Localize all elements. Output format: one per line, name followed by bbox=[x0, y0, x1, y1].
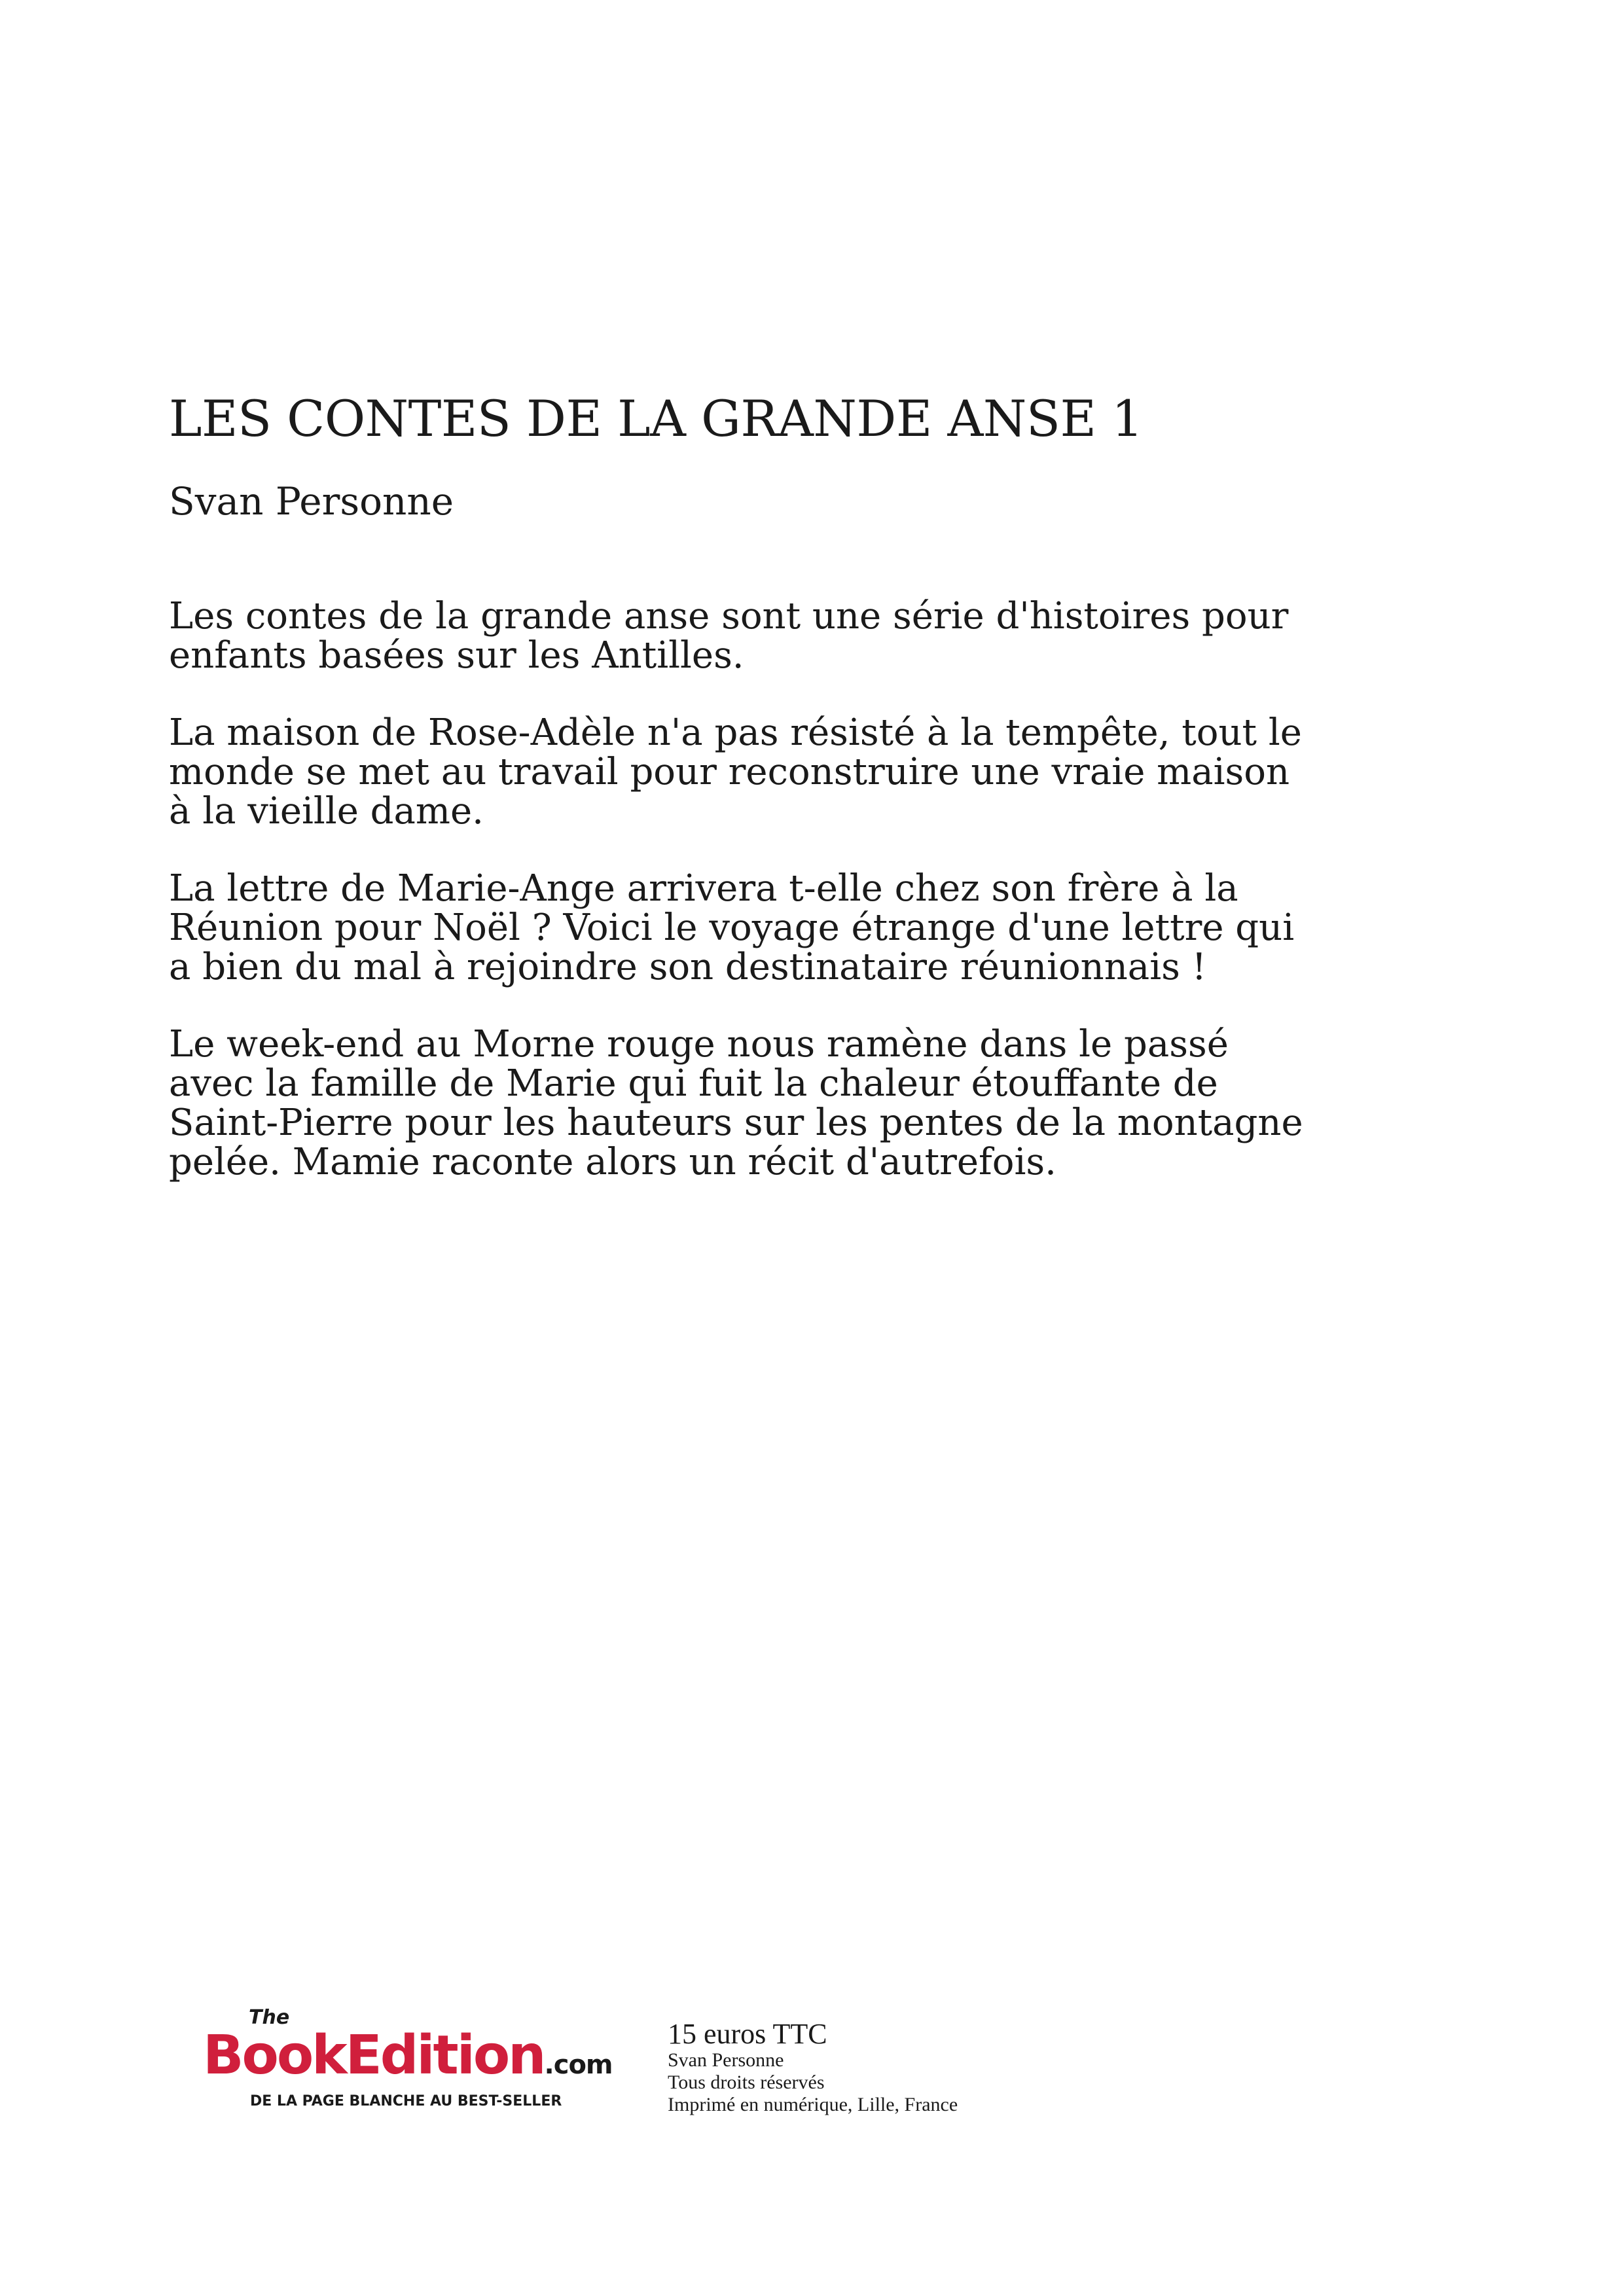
logo-the: The bbox=[249, 2006, 290, 2029]
thebookedition-logo bbox=[203, 2006, 613, 2124]
logo-tagline: DE LA PAGE BLANCHE AU BEST-SELLER bbox=[250, 2093, 562, 2109]
book-author: Svan Personne bbox=[169, 479, 454, 524]
back-cover-blurb bbox=[169, 597, 1321, 1220]
print-info: Imprimé en numérique, Lille, France bbox=[668, 2094, 958, 2115]
logo-brand bbox=[203, 2024, 613, 2087]
logo-brand-name: BookEdition bbox=[203, 2024, 545, 2087]
blurb-paragraph: La lettre de Marie-Ange arrivera t-elle chez son frère à la Réunion pour Noël ? Voici le voyage étrange d'une lettre qui a bien du mal à rejoindre son destinataire réunionnais ! bbox=[169, 867, 1295, 988]
price: 15 euros TTC bbox=[668, 2018, 827, 2050]
logo-domain: .com bbox=[544, 2050, 613, 2080]
imprint-author: Svan Personne bbox=[668, 2049, 784, 2071]
blurb-paragraph: Le week-end au Morne rouge nous ramène dans le passé avec la famille de Marie qui fuit la chaleur étouffante de Saint-Pierre pour les hauteurs sur les pentes de la montagne pelée. Mamie raconte alors un récit d'autrefois. bbox=[169, 1023, 1303, 1183]
rights-notice: Tous droits réservés bbox=[668, 2072, 825, 2093]
imprint-block bbox=[668, 2019, 958, 2116]
book-title: LES CONTES DE LA GRANDE ANSE 1 bbox=[169, 389, 1143, 448]
blurb-paragraph: Les contes de la grande anse sont une série d'histoires pour enfants basées sur les Antilles. bbox=[169, 595, 1289, 677]
blurb-paragraph: La maison de Rose-Adèle n'a pas résisté à la tempête, tout le monde se met au travail pour reconstruire une vraie maison à la vieille dame. bbox=[169, 711, 1302, 833]
